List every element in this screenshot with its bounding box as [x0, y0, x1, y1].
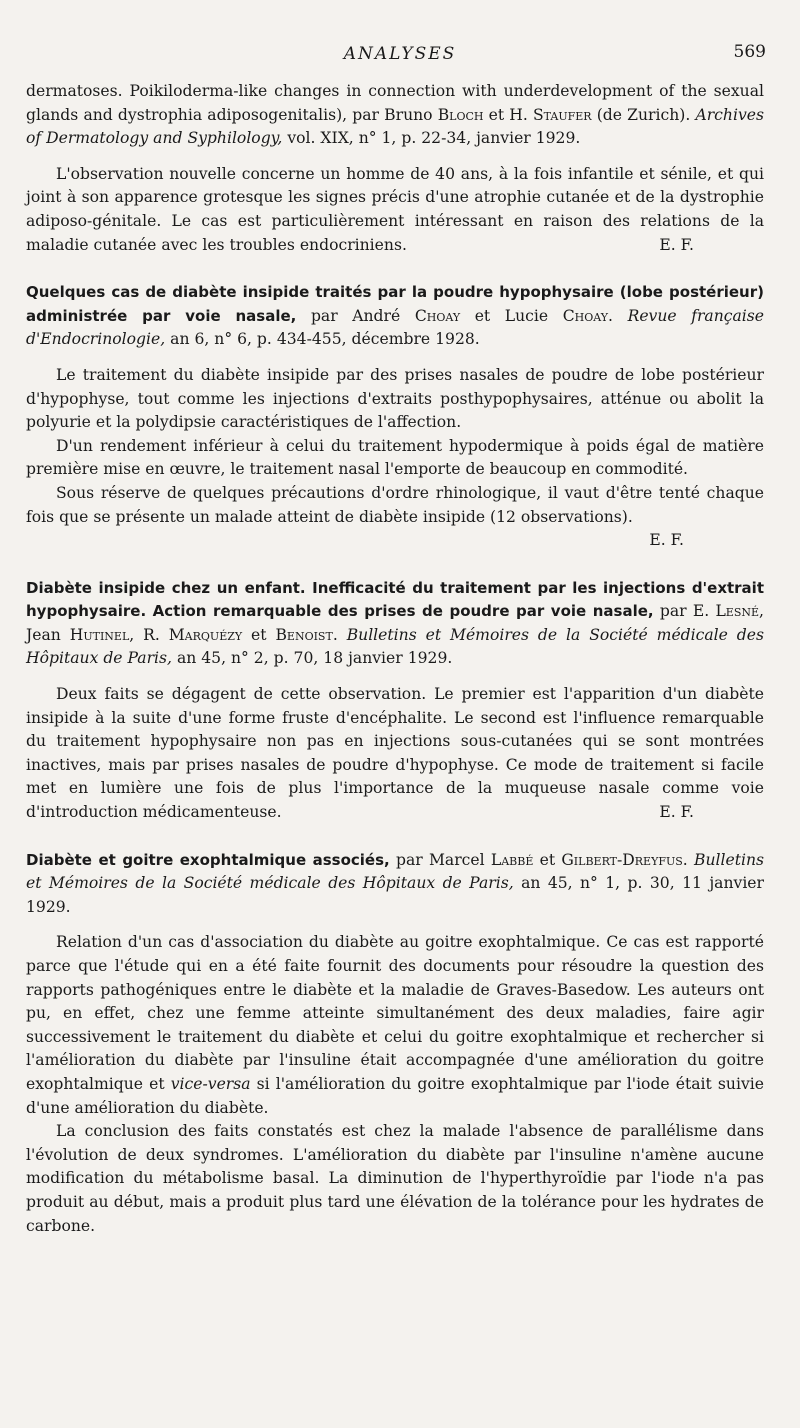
- entry1-journal: Revue française d'Endocrinologie,: [26, 306, 765, 349]
- entry3-reference: [26, 849, 764, 920]
- entry2-author3: Marquézy: [168, 625, 243, 644]
- entry3-para1-b: si l'amélioration du goitre exophtalmique par l'iode était suivie d'une amélioration du diabète.: [26, 1074, 764, 1117]
- entry0-author2: Staufer: [533, 105, 592, 124]
- entry2-journal: Bulletins et Mémoires de la Société médicale des Hôpitaux de Paris,: [26, 625, 765, 668]
- entry3-author2: Gilbert-Dreyfus: [561, 850, 683, 869]
- entry2-author1: Lesné: [715, 602, 760, 621]
- entry2-reference: [26, 577, 764, 671]
- entry2-para1-paragraph: [26, 683, 764, 825]
- entry3-para1: [26, 931, 764, 1120]
- entry3-para2: La conclusion des faits constatés est chez la malade l'absence de parallélisme dans l'évolution de deux syndromes. L'amélioration du diabète par l'insuline n'amène aucune modification du métabolisme basal. La diminution de l'hyperthyroïdie par l'iode n'a pas produit au début, mais a produit plus tard une élévation de la tolérance pour les hydrates de carbone.: [26, 1122, 764, 1235]
- entry1-signature: E. F.: [649, 531, 684, 550]
- entry1-reference: Quelques cas de diabète insipide traités par la poudre hypophysaire (lobe postérieur) administrée par voie nasale, par André Choay et Lucie Choay. Revue française d'Endocrinologie, an 6, n° 6, p. 434-455, décembre 1928.: [26, 283, 765, 349]
- entry0-summary: L'observation nouvelle concerne un homme de 40 ans, à la fois infantile et sénile, et qui joint à son apparence grotesque les signes précis d'une atrophie cutanée et de la dystrophie adiposo-génitale. Le cas est particulièrement intéressant en raison des relations de la maladie cutanée avec les troubles endocriniens.: [26, 164, 764, 254]
- entry1-para1: Le traitement du diabète insipide par des prises nasales de poudre de lobe postérieur d'hypophyse, tout comme les injections d'extraits posthypophysaires, atténue ou abolit la polyurie et la polydipsie caractéristiques de l'affection.: [26, 365, 764, 432]
- entry2-sep1: , Jean: [26, 602, 764, 644]
- entry0-journal: Archives of Dermatology and Syphilology,: [26, 105, 764, 148]
- entry3-para1-em: vice-versa: [170, 1074, 251, 1093]
- entry1-author2: Choay: [562, 306, 609, 325]
- entry1-para2: D'un rendement inférieur à celui du traitement hypodermique à poids égal de matière première mise en œuvre, le traitement nasal l'emporte de beaucoup en commodité.: [26, 436, 764, 479]
- entry2-para1: Deux faits se dégagent de cette observation. Le premier est l'apparition d'un diabète insipide à la suite d'une forme fruste d'encéphalite. Le second est l'influence remarquable du traitement hypophysaire non pas en injections sous-cutanées qui se sont montrées inactives, mais par prises nasales de poudre d'hypophyse. Ce mode de traitement si facile met en lumière une fois de plus l'importance de la muqueuse nasale comme voie d'introduction médicamenteuse.: [26, 685, 764, 822]
- entry3-by: par Marcel: [389, 850, 491, 869]
- entry1-title: Quelques cas de diabète insipide traités par la poudre hypophysaire (lobe postérieur) administrée par voie nasale,: [26, 283, 764, 325]
- entry0-summary-paragraph: [26, 163, 764, 257]
- entry0-ref: vol. XIX, n° 1, p. 22-34, janvier 1929.: [282, 129, 581, 148]
- entry0-author1: Bloch: [437, 105, 484, 124]
- entry3-et: et: [533, 850, 562, 869]
- entry3-para1-a: Relation d'un cas d'association du diabète au goitre exophtalmique. Ce cas est rapporté parce que l'étude qui en a été faite fournit des documents pour résoudre la question des rapports pathogéniques entre le diabète et la maladie de Graves-Basedow. Les auteurs ont pu, en effet, chez une femme atteinte simultanément des deux maladies, faire agir successivement le traitement du diabète et celui du goitre exophtalmique et rechercher si l'amélioration du diabète par l'insuline était accompagnée d'une amélioration du goitre exophtalmique et: [26, 933, 764, 1093]
- entry2-title: Diabète insipide chez un enfant. Inefficacité du traitement par les injections d'extrait hypophysaire. Action remarquable des prises de poudre par voie nasale,: [26, 578, 764, 621]
- entry0-signature: E. F.: [659, 235, 694, 254]
- entry2-et: et: [242, 625, 276, 644]
- entry1-et: et Lucie: [460, 306, 563, 325]
- entry3-ref: an 45, n° 1, p. 30, 11 janvier 1929.: [26, 874, 764, 916]
- entry2-by: par E.: [653, 602, 716, 621]
- entry3-title: Diabète et goitre exophtalmique associés,: [26, 850, 390, 869]
- entry2-ref: an 45, n° 2, p. 70, 18 janvier 1929.: [171, 649, 453, 668]
- page-number: 569: [733, 42, 766, 62]
- entry1-ref: an 6, n° 6, p. 434-455, décembre 1928.: [165, 330, 480, 349]
- entry3-journal: Bulletins et Mémoires de la Société médicale des Hôpitaux de Paris,: [26, 850, 764, 893]
- entry0-body: dermatoses. Poikiloderma-like changes in connection with underdevelopment of the sexual glands and dystrophia adiposogenitalis), par Bruno: [26, 82, 764, 124]
- entry1-para3: Sous réserve de quelques précautions d'ordre rhinologique, il vaut d'être tenté chaque fois que se présente un malade atteint de diabète insipide (12 observations).: [26, 483, 764, 526]
- entry0-et: et H.: [483, 105, 533, 124]
- entry2-sep2: , R.: [129, 625, 169, 644]
- entry1-author1: Choay: [414, 306, 461, 325]
- entry1-by: par André: [296, 306, 415, 325]
- page-content: [26, 80, 764, 1238]
- entry2-author4: Benoist: [275, 625, 333, 644]
- entry3-author1: Labbé: [490, 850, 534, 869]
- entry2-dot: .: [332, 625, 347, 644]
- entry2-author2: Hutinel: [69, 625, 130, 644]
- entry0-reference: [26, 80, 764, 151]
- running-head: ANALYSES: [343, 44, 457, 64]
- entry2-signature: E. F.: [659, 803, 694, 822]
- entry3-dot: .: [682, 850, 694, 869]
- entry0-place: (de Zurich).: [591, 105, 696, 124]
